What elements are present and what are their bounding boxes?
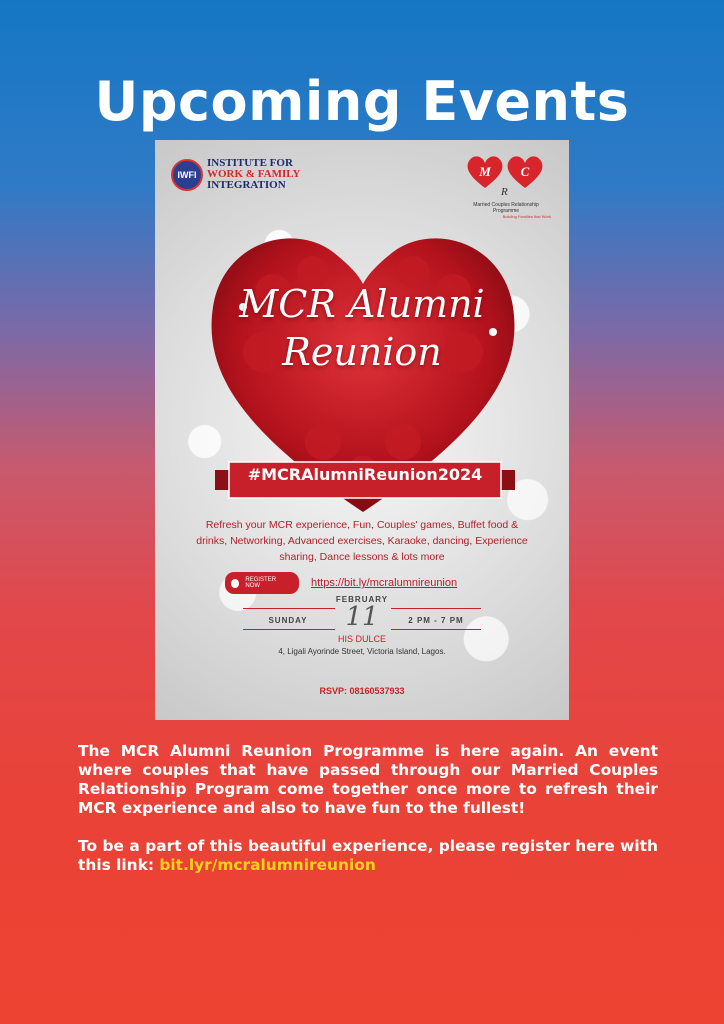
mcr-logo-tagline: Building Families that Work (502, 214, 551, 219)
heart-icon: C (505, 152, 545, 192)
register-row (225, 572, 525, 594)
description-paragraph: The MCR Alumni Reunion Programme is here again. An event where couples that have passed through our Married Couples Relationship Program come together once more to refresh their MCR experience and also to have fun to the fullest! (78, 742, 658, 817)
divider (391, 608, 481, 609)
event-description (78, 742, 658, 894)
poster-description: Refresh your MCR experience, Fun, Couples' games, Buffet food & drinks, Networking, Advanced exercises, Karaoke, dancing, Experience sharing, Dance lessons & lots more (196, 519, 528, 563)
event-day: SUNDAY (268, 616, 308, 625)
register-link[interactable]: https://bit.ly/mcralumnireunion (311, 577, 458, 589)
heart-icon: M (465, 152, 505, 192)
registration-link[interactable]: bit.lyr/mcralumnireunion (159, 856, 376, 874)
divider (243, 629, 335, 630)
event-time: 2 PM - 7 PM (408, 616, 464, 625)
register-now-button[interactable]: REGISTER NOW (225, 572, 299, 594)
hashtag-text: #MCRAlumniReunion2024 (247, 465, 483, 484)
page-title: Upcoming Events (94, 70, 630, 133)
event-month: FEBRUARY (335, 595, 389, 604)
rsvp-text: RSVP: 08160537933 (319, 686, 405, 696)
mcr-logo: M C R Married Couples Relationship Programme Building Families that Work (461, 150, 551, 219)
iwfi-logo-icon: IWFI (171, 159, 203, 191)
divider (391, 629, 481, 630)
divider (243, 608, 335, 609)
iwfi-logo (171, 158, 301, 191)
iwfi-logo-text: INSTITUTE FOR WORK & FAMILY INTEGRATION (207, 157, 301, 191)
event-date: 11 (345, 602, 379, 632)
venue-address: 4, Ligali Ayorinde Street, Victoria Island, Lagos. (278, 647, 446, 656)
register-paragraph: To be a part of this beautiful experience, please register here with this link: bit.lyr/mcralumnireunion (78, 837, 658, 874)
user-icon (231, 579, 239, 588)
poster-title: MCR Alumni Reunion (239, 282, 485, 374)
event-poster (155, 140, 569, 720)
venue-name: HIS DULCE (337, 634, 386, 644)
mcr-logo-subtitle: Married Couples Relationship Programme (473, 202, 539, 214)
